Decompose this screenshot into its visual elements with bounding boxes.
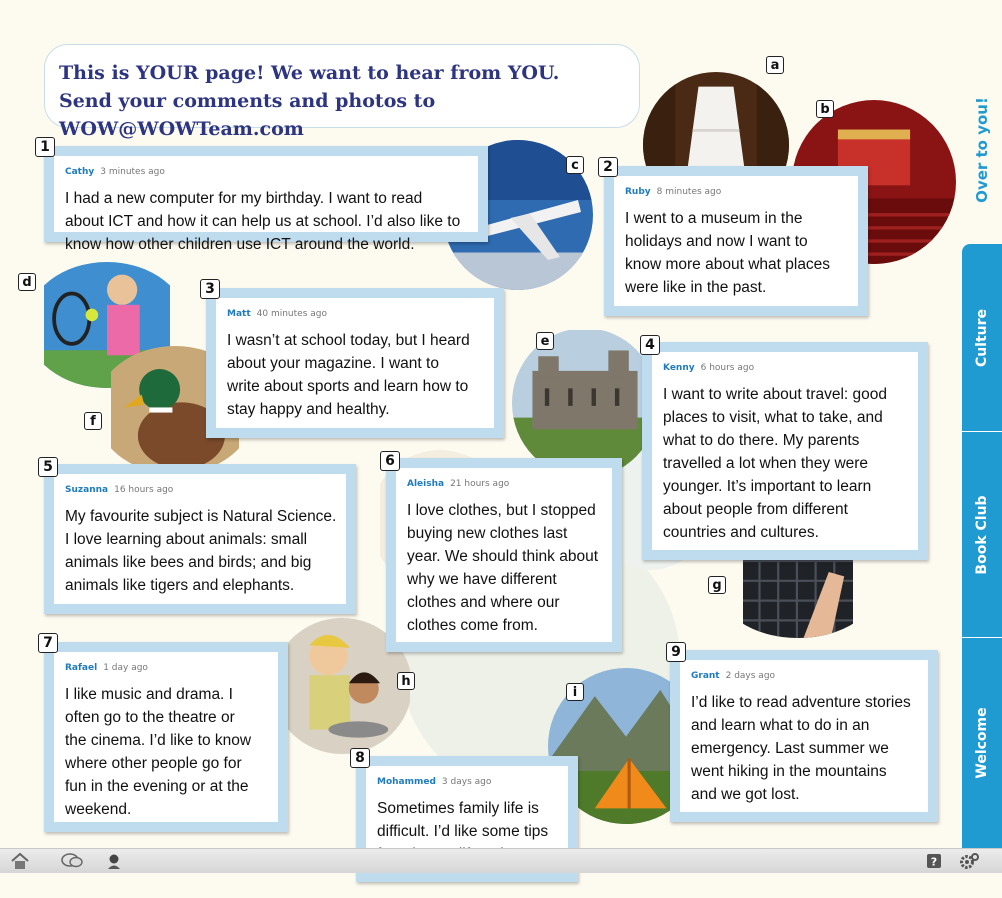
svg-text:?: ? <box>930 855 938 869</box>
post-author[interactable]: Cathy <box>65 167 95 177</box>
tab-label: Welcome <box>974 707 990 779</box>
photo-label-c: c <box>566 156 584 174</box>
header-line-1: This is YOUR page! We want to hear from YOU. <box>59 62 560 84</box>
post-time: 1 day ago <box>103 663 148 673</box>
post-author[interactable]: Grant <box>691 671 720 681</box>
home-icon[interactable] <box>10 852 30 870</box>
user-icon[interactable] <box>104 852 124 870</box>
post-number-9: 9 <box>666 642 686 662</box>
post-number-2: 2 <box>598 157 618 177</box>
section-title-text: Over to you! <box>973 97 991 203</box>
photo-label-i: i <box>566 683 584 701</box>
post-text: I’d like to read adventure stories and learn what to do in an emergency. Last summer we went hiking in the mountains and we got lost. <box>691 694 911 803</box>
post-text: Sometimes family life is difficult. I’d like some tips <box>377 800 549 840</box>
section-title-over-to-you <box>962 90 1002 210</box>
tab-label: Book Club <box>974 494 990 575</box>
post-author[interactable]: Rafael <box>65 663 98 673</box>
post-number-7: 7 <box>38 633 58 653</box>
post-author[interactable]: Ruby <box>625 187 651 197</box>
tab-culture[interactable] <box>962 244 1002 432</box>
post-time: 8 minutes ago <box>656 187 722 197</box>
post-author[interactable]: Mohammed <box>377 777 436 787</box>
header-line-2: Send your comments and photos to WOW@WOWTeam.com <box>59 90 436 140</box>
post-text: I love clothes, but I stopped buying new clothes last year. We should think about why we have different clothes and where our clothes come from. <box>407 502 599 634</box>
post-time: 16 hours ago <box>114 485 174 495</box>
post-text: My favourite subject is Natural Science. I love learning about animals: small animals like bees and birds; and big animals like tigers and elephants. <box>65 508 337 594</box>
photo-label-h: h <box>397 672 415 690</box>
tab-label: Culture <box>974 308 990 367</box>
photo-castle <box>512 328 658 478</box>
chat-icon[interactable] <box>60 852 84 870</box>
post-time: 3 minutes ago <box>100 167 165 177</box>
post-number-8: 8 <box>350 748 370 768</box>
post-card-grant <box>670 650 938 822</box>
post-text: I like music and drama. I often go to the theatre or the cinema. I’d like to know where other people go for fun in the evening or at the weekend. <box>65 686 252 818</box>
post-time: 40 minutes ago <box>256 309 327 319</box>
post-time: 21 hours ago <box>450 479 510 489</box>
post-time: 3 days ago <box>441 777 492 787</box>
post-text: I went to a museum in the holidays and now I want to know more about what places were like in the past. <box>625 210 831 296</box>
post-time: 2 days ago <box>725 671 776 681</box>
post-card-aleisha <box>386 458 622 652</box>
post-author[interactable]: Kenny <box>663 363 695 373</box>
post-author[interactable]: Aleisha <box>407 479 445 489</box>
tab-welcome[interactable] <box>962 638 1002 848</box>
header-banner <box>44 44 640 140</box>
post-number-4: 4 <box>640 335 660 355</box>
photo-label-d: d <box>18 273 36 291</box>
post-number-1: 1 <box>35 137 55 157</box>
post-author[interactable]: Matt <box>227 309 251 319</box>
post-number-5: 5 <box>38 457 58 477</box>
photo-label-a: a <box>766 56 784 74</box>
post-number-6: 6 <box>380 451 400 471</box>
post-number-3: 3 <box>200 279 220 299</box>
post-text: I had a new computer for my birthday. I want to read about ICT and how it can help us at school. I’d also like to know how other children use ICT around the world. <box>65 190 461 253</box>
post-card-cathy <box>44 146 488 253</box>
post-card-rafael <box>44 642 288 832</box>
photo-label-e: e <box>536 332 554 350</box>
post-text: I want to write about travel: good places to visit, what to take, and what to do there. My parents travelled a lot when they were younger. It’s important to learn about people from different countries and cultures. <box>663 386 888 541</box>
post-time: 6 hours ago <box>700 363 755 373</box>
post-card-ruby <box>604 166 868 316</box>
bottom-toolbar <box>0 848 1002 873</box>
tab-book-club[interactable] <box>962 432 1002 638</box>
gear-icon[interactable] <box>958 852 980 870</box>
post-card-suzanna <box>44 464 356 614</box>
post-card-matt <box>206 288 504 438</box>
post-card-kenny <box>642 342 928 560</box>
post-text: I wasn’t at school today, but I heard about your magazine. I want to write about sports and learn how to stay happy and healthy. <box>227 332 470 418</box>
post-author[interactable]: Suzanna <box>65 485 109 495</box>
photo-label-b: b <box>816 100 834 118</box>
photo-label-g: g <box>708 576 726 594</box>
photo-label-f: f <box>84 412 102 430</box>
help-icon[interactable] <box>926 852 942 870</box>
